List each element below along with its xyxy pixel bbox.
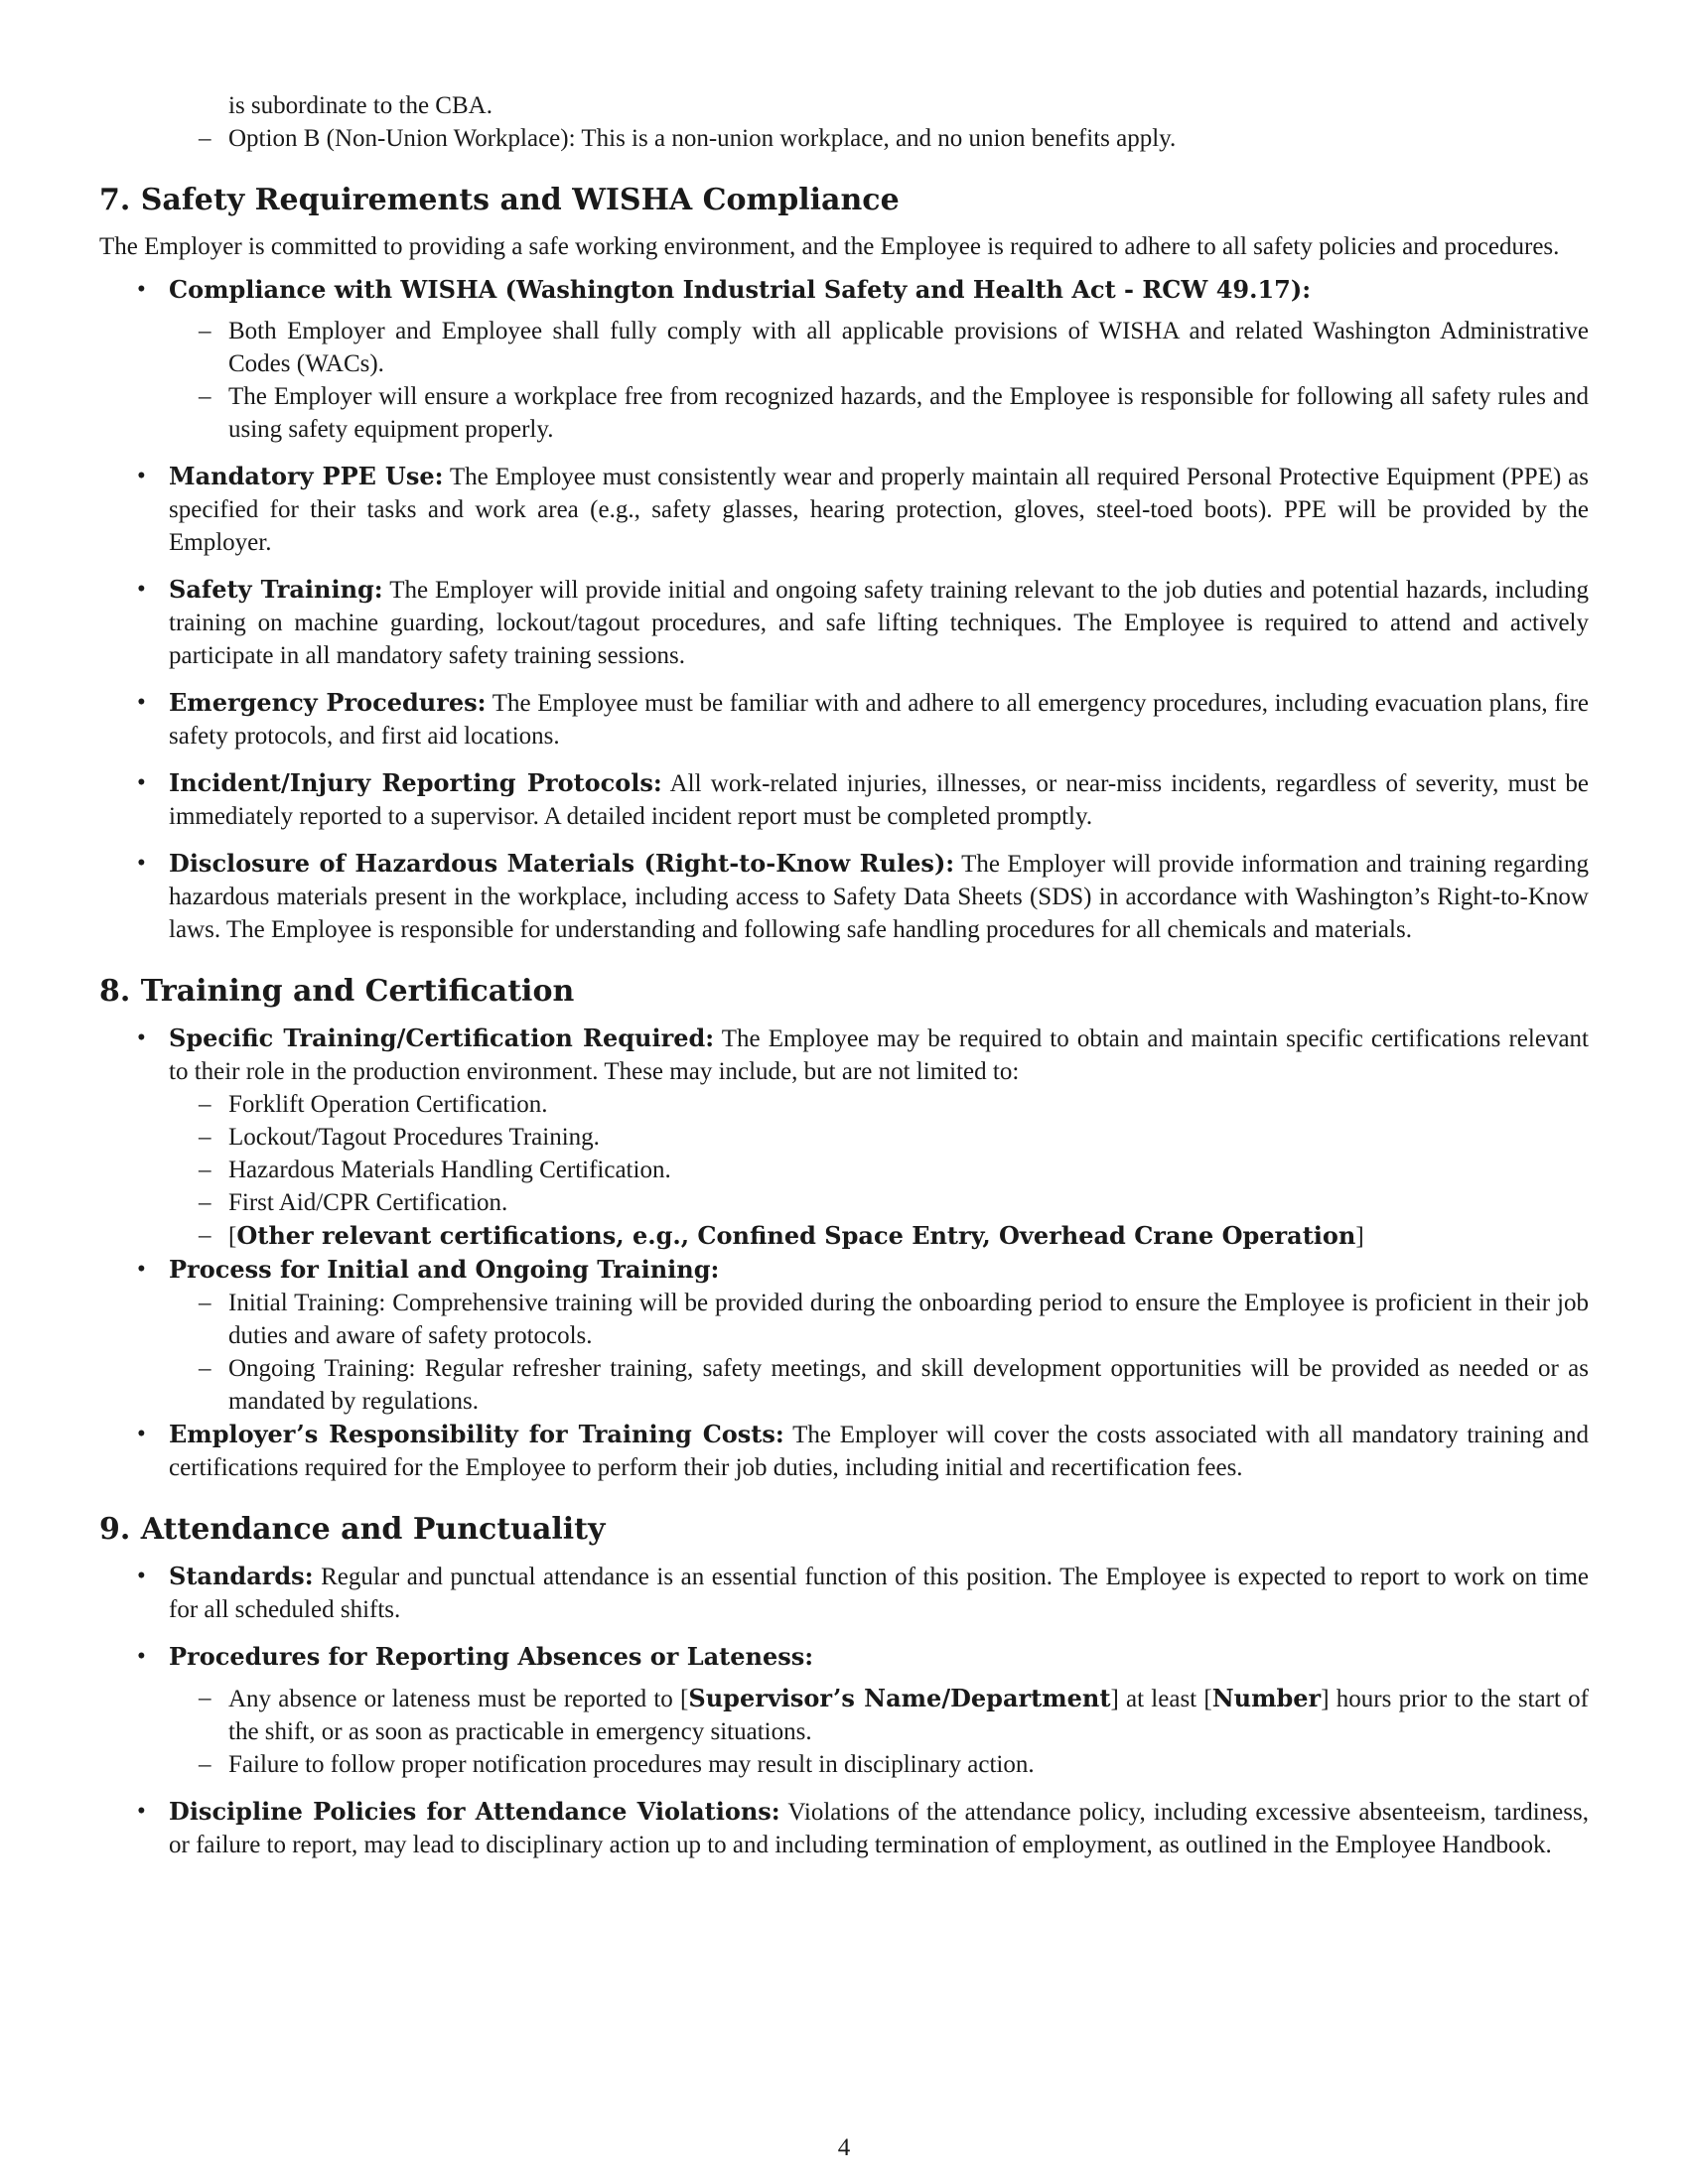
certification-text: Lockout/Tagout Procedures Training. (228, 1124, 600, 1151)
training-costs-item: • Employer’s Responsibility for Training Costs: The Employer will cover the costs associated with all mandatory training and certifications required for the Employee to perform their job duties, including initial and recertification fees. (137, 1420, 1589, 1481)
section-9-list (99, 1560, 1589, 1861)
emergency-label: Emergency Procedures: (169, 688, 487, 717)
discipline-text: Violations of the attendance policy, including excessive absenteeism, tardiness, or failure to report, may lead to disciplinary action up to and including termination of employment, as outlined in the Employee Handbook. (169, 1799, 1589, 1858)
wisha-sub-text: The Employer will ensure a workplace free from recognized hazards, and the Employee is responsible for following all safety rules and using safety equipment properly. (228, 383, 1589, 443)
ppe-label: Mandatory PPE Use: (169, 462, 444, 490)
wisha-sub-item: – The Employer will ensure a workplace free from recognized hazards, and the Employee is responsible for following all safety rules and using safety equipment properly. (199, 383, 1589, 443)
incident-item: • Incident/Injury Reporting Protocols: All work-related injuries, illnesses, or near-miss incidents, regardless of severity, must be immediately reported to a supervisor. A detailed incident report must be completed promptly. (137, 768, 1589, 830)
bullet-marker: • (137, 276, 146, 303)
reporting-label: Procedures for Reporting Absences or Lateness: (169, 1642, 814, 1671)
ppe-text: The Employee must consistently wear and properly maintain all required Personal Protective Equipment (PPE) as specified for their tasks and work area (e.g., safety glasses, hearing protection, gloves, steel-toed boots). PPE will be provided by the Employer. (169, 464, 1589, 556)
standards-item: • Standards: Regular and punctual attendance is an essential function of this position. The Employee is expected to report to work on time for all scheduled shifts. (137, 1562, 1589, 1623)
safety-training-item: • Safety Training: The Employer will provide initial and ongoing safety training relevant to the job duties and potential hazards, including training on machine guarding, lockout/tagout procedures, and safe lifting techniques. The Employee is required to attend and actively participate in all mandatory safety training sessions. (137, 575, 1589, 669)
wisha-sub-text: Both Employer and Employee shall fully comply with all applicable provisions of WISHA and related Washington Administrative Codes (WACs). (228, 318, 1589, 377)
training-costs-label: Employer’s Responsibility for Training Costs: (169, 1420, 784, 1448)
discipline-label: Discipline Policies for Attendance Violations: (169, 1797, 780, 1826)
document-page (99, 89, 1589, 1875)
process-sub-text: Ongoing Training: Regular refresher training, safety meetings, and skill development opportunities will be provided as needed or as mandated by regulations. (228, 1355, 1589, 1415)
hazmat-text: The Employer will provide information and training regarding hazardous materials present in the workplace, including access to Safety Data Sheets (SDS) in accordance with Washington’s Right-to-Know laws. The Employee is responsible for understanding and following safe handling procedures for all chemicals and materials. (169, 851, 1589, 943)
certification-text: First Aid/CPR Certification. (228, 1189, 508, 1216)
emergency-text: The Employee must be familiar with and adhere to all emergency procedures, including evacuation plans, fire safety protocols, and first aid locations. (169, 690, 1589, 750)
reporting-sub-item: – Any absence or lateness must be reported to [Supervisor’s Name/Department] at least [Number] hours prior to the start of the shift, or as soon as practicable in emergency situations. (199, 1684, 1589, 1745)
training-costs-text: The Employer will cover the costs associated with all mandatory training and certifications required for the Employee to perform their job duties, including initial and recertification fees. (169, 1422, 1589, 1481)
certification-sublist (169, 1088, 1589, 1253)
process-sub-item: – Ongoing Training: Regular refresher training, safety meetings, and skill development opportunities will be provided as needed or as mandated by regulations. (199, 1355, 1589, 1415)
section-7-list (99, 273, 1589, 946)
process-sublist (169, 1287, 1589, 1418)
process-sub-item: – Initial Training: Comprehensive training will be provided during the onboarding period to ensure the Employee is proficient in their job duties and aware of safety protocols. (199, 1290, 1589, 1349)
certification-item: – Forklift Operation Certification. (199, 1091, 548, 1118)
option-b-text: Option B (Non-Union Workplace): This is a non-union workplace, and no union benefits apply. (228, 125, 1177, 152)
hazmat-label: Disclosure of Hazardous Materials (Right-to-Know Rules): (169, 849, 955, 878)
number-placeholder: Number (1211, 1684, 1322, 1712)
certification-item: – Lockout/Tagout Procedures Training. (199, 1124, 600, 1151)
section-7-heading: 7. Safety Requirements and WISHA Compliance (99, 183, 900, 217)
continuation-text: is subordinate to the CBA. (228, 92, 492, 119)
certification-item: – Hazardous Materials Handling Certification. (199, 1157, 671, 1183)
emergency-item: • Emergency Procedures: The Employee must be familiar with and adhere to all emergency procedures, including evacuation plans, fire safety protocols, and first aid locations. (137, 688, 1589, 750)
dash-marker: – (199, 125, 211, 152)
specific-training-text: The Employee may be required to obtain and maintain specific certifications relevant to their role in the production environment. These may include, but are not limited to: (169, 1025, 1589, 1085)
wisha-label: Compliance with WISHA (Washington Industrial Safety and Health Act - RCW 49.17): (169, 275, 1312, 304)
option-b-item (99, 122, 1589, 155)
process-sub-text: Initial Training: Comprehensive training will be provided during the onboarding period to ensure the Employee is proficient in their job duties and aware of safety protocols. (228, 1290, 1589, 1349)
section-9-heading: 9. Attendance and Punctuality (99, 1512, 606, 1547)
reporting-sublist (169, 1682, 1589, 1781)
reporting-sub-item: – Failure to follow proper notification procedures may result in disciplinary action. (199, 1751, 1035, 1778)
certification-text: Forklift Operation Certification. (228, 1091, 548, 1118)
safety-training-label: Safety Training: (169, 575, 383, 604)
section-8-heading: 8. Training and Certification (99, 974, 575, 1009)
incident-text: All work-related injuries, illnesses, or near-miss incidents, regardless of severity, must be immediately reported to a supervisor. A detailed incident report must be completed promptly. (169, 770, 1589, 830)
wisha-sub-item: – Both Employer and Employee shall fully comply with all applicable provisions of WISHA and related Washington Administrative Codes (WACs). (199, 318, 1589, 377)
certification-item-other: – [Other relevant certifications, e.g., Confined Space Entry, Overhead Crane Operation] (199, 1221, 1364, 1250)
incident-label: Incident/Injury Reporting Protocols: (169, 768, 662, 797)
specific-training-item: • Specific Training/Certification Required: The Employee may be required to obtain and maintain specific certifications relevant to their role in the production environment. These may include, but are not limited to: – Forklift Operation Certification. – Lockout/Tagout Procedures Training. – Hazardous Materials Handling Certification. – First Aid/CPR Certification. – [Other relevant certifications, e.g., Confined Space Entry, Overhead Crane Operation] (99, 1022, 1589, 1253)
discipline-item: • Discipline Policies for Attendance Violations: Violations of the attendance policy, including excessive absenteeism, tardiness, or failure to report, may lead to disciplinary action up to and including termination of employment, as outlined in the Employee Handbook. (137, 1797, 1589, 1858)
supervisor-placeholder: Supervisor’s Name/Department (688, 1684, 1111, 1712)
other-certifications-placeholder: Other relevant certifications, e.g., Confined Space Entry, Overhead Crane Operation (236, 1221, 1356, 1250)
wisha-sublist (169, 315, 1589, 446)
certification-item: – First Aid/CPR Certification. (199, 1189, 508, 1216)
process-label: Process for Initial and Ongoing Training: (169, 1255, 720, 1284)
wisha-item (99, 273, 1589, 446)
standards-label: Standards: (169, 1562, 314, 1590)
standards-text: Regular and punctual attendance is an essential function of this position. The Employee is expected to report to work on time for all scheduled shifts. (169, 1564, 1589, 1623)
section-7-intro: The Employer is committed to providing a safe working environment, and the Employee is required to adhere to all safety policies and procedures. (99, 233, 1560, 260)
certification-text: Hazardous Materials Handling Certification. (228, 1157, 671, 1183)
page-number: 4 (837, 2134, 851, 2161)
section-8-list (99, 1022, 1589, 1484)
reporting-item: • Procedures for Reporting Absences or Lateness: – Any absence or lateness must be reported to [Supervisor’s Name/Department] at least [Number] hours prior to the start of the shift, or as soon as practicable in emergency situations. – Failure to follow proper notification procedures may result in disciplinary action. (99, 1640, 1589, 1781)
reporting-sub-text: Failure to follow proper notification procedures may result in disciplinary action. (228, 1751, 1035, 1778)
process-item: • Process for Initial and Ongoing Training: – Initial Training: Comprehensive training will be provided during the onboarding period to ensure the Employee is proficient in their job duties and aware of safety protocols. – Ongoing Training: Regular refresher training, safety meetings, and skill development opportunities will be provided as needed or as mandated by regulations. (99, 1253, 1589, 1418)
ppe-item: • Mandatory PPE Use: The Employee must consistently wear and properly maintain all required Personal Protective Equipment (PPE) as specified for their tasks and work area (e.g., safety glasses, hearing protection, gloves, steel-toed boots). PPE will be provided by the Employer. (137, 462, 1589, 556)
hazmat-item: • Disclosure of Hazardous Materials (Right-to-Know Rules): The Employer will provide information and training regarding hazardous materials present in the workplace, including access to Safety Data Sheets (SDS) in accordance with Washington’s Right-to-Know laws. The Employee is responsible for understanding and following safe handling procedures for all chemicals and materials. (137, 849, 1589, 943)
specific-training-label: Specific Training/Certification Required: (169, 1024, 715, 1052)
safety-training-text: The Employer will provide initial and ongoing safety training relevant to the job duties and potential hazards, including training on machine guarding, lockout/tagout procedures, and safe lifting techniques. The Employee is required to attend and actively participate in all mandatory safety training sessions. (169, 577, 1589, 669)
